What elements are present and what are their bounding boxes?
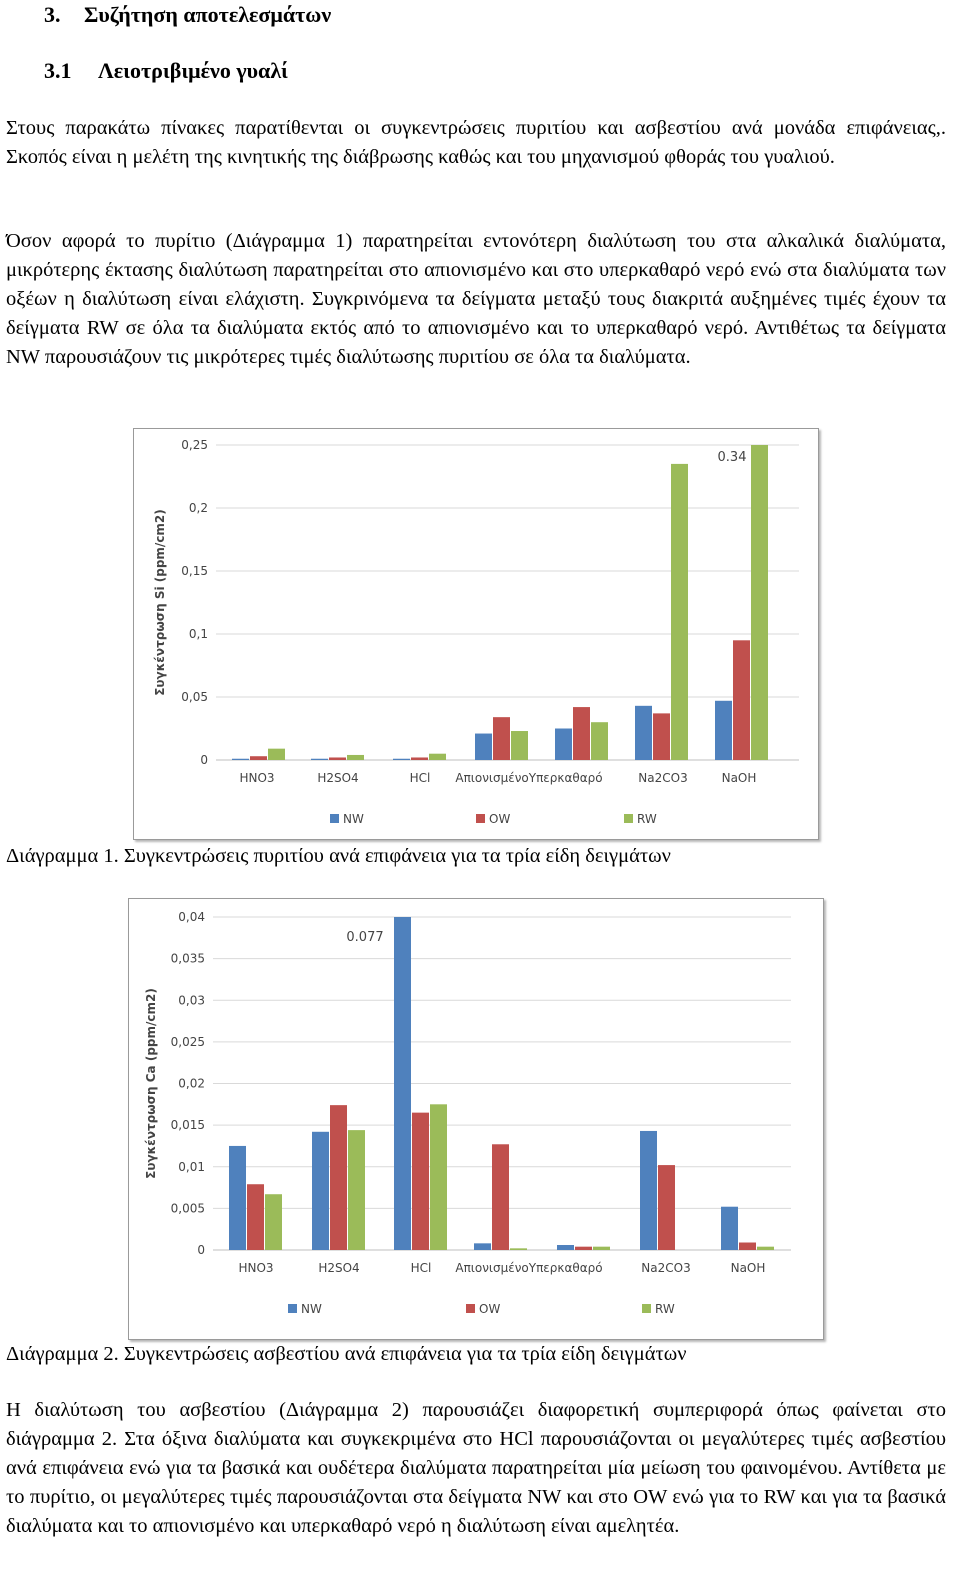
section-number: 3. — [44, 2, 61, 27]
x-tick-label: Na2CO3 — [638, 771, 688, 785]
legend-swatch-nw — [330, 814, 339, 823]
bar-nw — [394, 917, 411, 1250]
x-tick-label: ΑπιονισμένοΥπερκαθαρό — [455, 771, 603, 785]
bar-ow — [412, 1113, 429, 1250]
y-tick-label: 0,035 — [170, 951, 205, 966]
subsection-title: Λειοτριβιμένο γυαλί — [98, 58, 288, 83]
legend-swatch-rw — [624, 814, 633, 823]
y-tick-label: 0,04 — [178, 910, 205, 924]
bar-rw — [347, 755, 364, 760]
y-tick-label: 0,005 — [170, 1201, 205, 1216]
bar-nw — [232, 759, 249, 760]
bar-nw — [640, 1131, 657, 1250]
bar-nw — [475, 734, 492, 760]
bar-rw — [268, 749, 285, 760]
y-tick-label: 0 — [200, 753, 208, 767]
subsection-number: 3.1 — [44, 58, 72, 83]
legend-label-ow: OW — [479, 1302, 501, 1316]
y-tick-label: 0,2 — [188, 501, 208, 515]
bar-rw — [429, 754, 446, 760]
x-tick-label: NaOH — [721, 771, 757, 785]
silicon-chart — [133, 428, 819, 840]
y-tick-label: 0,025 — [170, 1034, 205, 1049]
chart2-caption: Διάγραμμα 2. Συγκεντρώσεις ασβεστίου ανά επιφάνεια για τα τρία είδη δειγμάτων — [6, 1343, 687, 1365]
legend-swatch-rw — [642, 1304, 651, 1313]
bar-rw — [593, 1247, 610, 1250]
bar-rw — [671, 464, 688, 760]
y-tick-label: 0,03 — [178, 993, 205, 1008]
y-tick-label: 0,15 — [181, 564, 208, 578]
bar-ow — [411, 757, 428, 760]
y-tick-label: 0,015 — [170, 1118, 205, 1133]
y-tick-label: 0,25 — [181, 438, 208, 452]
bar-nw — [721, 1207, 738, 1250]
legend-swatch-nw — [288, 1304, 297, 1313]
chart1-caption: Διάγραμμα 1. Συγκεντρώσεις πυριτίου ανά επιφάνεια για τα τρία είδη δειγμάτων — [6, 845, 671, 867]
bar-rw — [510, 1248, 527, 1250]
legend-swatch-ow — [476, 814, 485, 823]
bar-rw — [265, 1194, 282, 1250]
bar-rw — [591, 722, 608, 760]
silicon-chart-svg — [134, 429, 818, 839]
x-tick-label: HCl — [409, 771, 431, 785]
bar-rw — [511, 731, 528, 760]
y-axis-label: Συγκέντρωση Ca (ppm/cm2) — [144, 988, 158, 1179]
subsection-heading — [44, 58, 288, 84]
bar-ow — [733, 640, 750, 760]
bar-rw — [348, 1130, 365, 1250]
calcium-chart — [128, 898, 824, 1340]
y-tick-label: 0,01 — [178, 1159, 205, 1174]
bar-nw — [311, 759, 328, 760]
overflow-annotation: 0.077 — [346, 930, 384, 945]
legend-label-rw: RW — [655, 1302, 675, 1316]
bar-ow — [493, 717, 510, 760]
bar-ow — [658, 1165, 675, 1250]
bar-ow — [653, 713, 670, 760]
legend-label-ow: OW — [489, 812, 511, 826]
y-tick-label: 0,02 — [178, 1076, 205, 1091]
bar-ow — [250, 756, 267, 760]
bar-rw — [751, 445, 768, 760]
intro-paragraph: Στους παρακάτω πίνακες παρατίθενται οι συγκεντρώσεις πυριτίου και ασβεστίου ανά μονάδα επιφάνειας,. Σκοπός είναι η μελέτη της κινητικής της διάβρωσης καθώς και του μηχανισμού φθοράς του γυαλιού. — [6, 117, 946, 168]
calcium-chart-svg — [129, 899, 823, 1339]
bar-nw — [393, 759, 410, 760]
bar-nw — [557, 1245, 574, 1250]
y-tick-label: 0 — [197, 1243, 205, 1257]
x-tick-label: H2SO4 — [317, 771, 359, 785]
legend-label-rw: RW — [637, 812, 657, 826]
bar-rw — [757, 1247, 774, 1250]
x-tick-label: HNO3 — [238, 1261, 274, 1275]
bar-ow — [492, 1144, 509, 1250]
y-axis-label: Συγκέντρωση Si (ppm/cm2) — [153, 509, 167, 696]
section-heading — [44, 2, 331, 28]
bar-nw — [312, 1132, 329, 1250]
section-title: Συζήτηση αποτελεσμάτων — [84, 2, 332, 27]
bar-ow — [330, 1105, 347, 1250]
bar-ow — [739, 1243, 756, 1250]
x-tick-label: HCl — [410, 1261, 432, 1275]
bar-nw — [229, 1146, 246, 1250]
calcium-paragraph: Η διαλύτωση του ασβεστίου (Διάγραμμα 2) παρουσιάζει διαφορετική συμπεριφορά όπως φαίνεται στο διάγραμμα 2. Στα όξινα διαλύματα και συγκεκριμένα στο HCl παρουσιάζονται οι μεγαλύτερες τιμές ασβεστίου ανά επιφάνεια ενώ για τα βασικά και ουδέτερα διαλύματα παρατηρείται μία μείωση του φαινομένου. Αντίθετα με το πυρίτιο, οι μεγαλύτερες τιμές παρουσιάζονται στα δείγματα NW και στο OW ενώ για το RW και για τα βασικά διαλύματα και το απιονισμένο και υπερκαθαρό νερό η διαλύτωση είναι αμελητέα. — [6, 1399, 946, 1537]
bar-nw — [474, 1243, 491, 1250]
bar-nw — [555, 729, 572, 761]
bar-ow — [573, 707, 590, 760]
legend-label-nw: NW — [301, 1302, 322, 1316]
x-tick-label: H2SO4 — [318, 1261, 360, 1275]
x-tick-label: ΑπιονισμένοΥπερκαθαρό — [455, 1261, 603, 1275]
overflow-annotation: 0.34 — [717, 450, 747, 465]
x-tick-label: NaOH — [730, 1261, 766, 1275]
silicon-paragraph: Όσον αφορά το πυρίτιο (Διάγραμμα 1) παρατηρείται εντονότερη διαλύτωση του στα αλκαλικά διαλύματα, μικρότερης έκτασης διαλύτωση παρατηρείται στο απιονισμένο και στο υπερκαθαρό νερό ενώ στα διαλύματα των οξέων η διαλύτωση είναι ελάχιστη. Συγκρινόμενα τα δείγματα μεταξύ τους διακριτά αυξημένες τιμές έχουν τα δείγματα RW σε όλα τα διαλύματα εκτός από το απιονισμένο και το υπερκαθαρό νερό. Αντιθέτως τα δείγματα NW παρουσιάζουν τις μικρότερες τιμές διαλύτωσης πυριτίου σε όλα τα διαλύματα. — [6, 230, 946, 368]
legend-label-nw: NW — [343, 812, 364, 826]
x-tick-label: HNO3 — [239, 771, 275, 785]
x-tick-label: Na2CO3 — [641, 1261, 691, 1275]
bar-ow — [575, 1247, 592, 1250]
y-tick-label: 0,1 — [188, 627, 208, 641]
legend-swatch-ow — [466, 1304, 475, 1313]
bar-ow — [247, 1184, 264, 1250]
bar-ow — [329, 757, 346, 760]
bar-nw — [635, 706, 652, 760]
bar-nw — [715, 701, 732, 760]
bar-rw — [430, 1104, 447, 1250]
y-tick-label: 0,05 — [181, 690, 208, 704]
